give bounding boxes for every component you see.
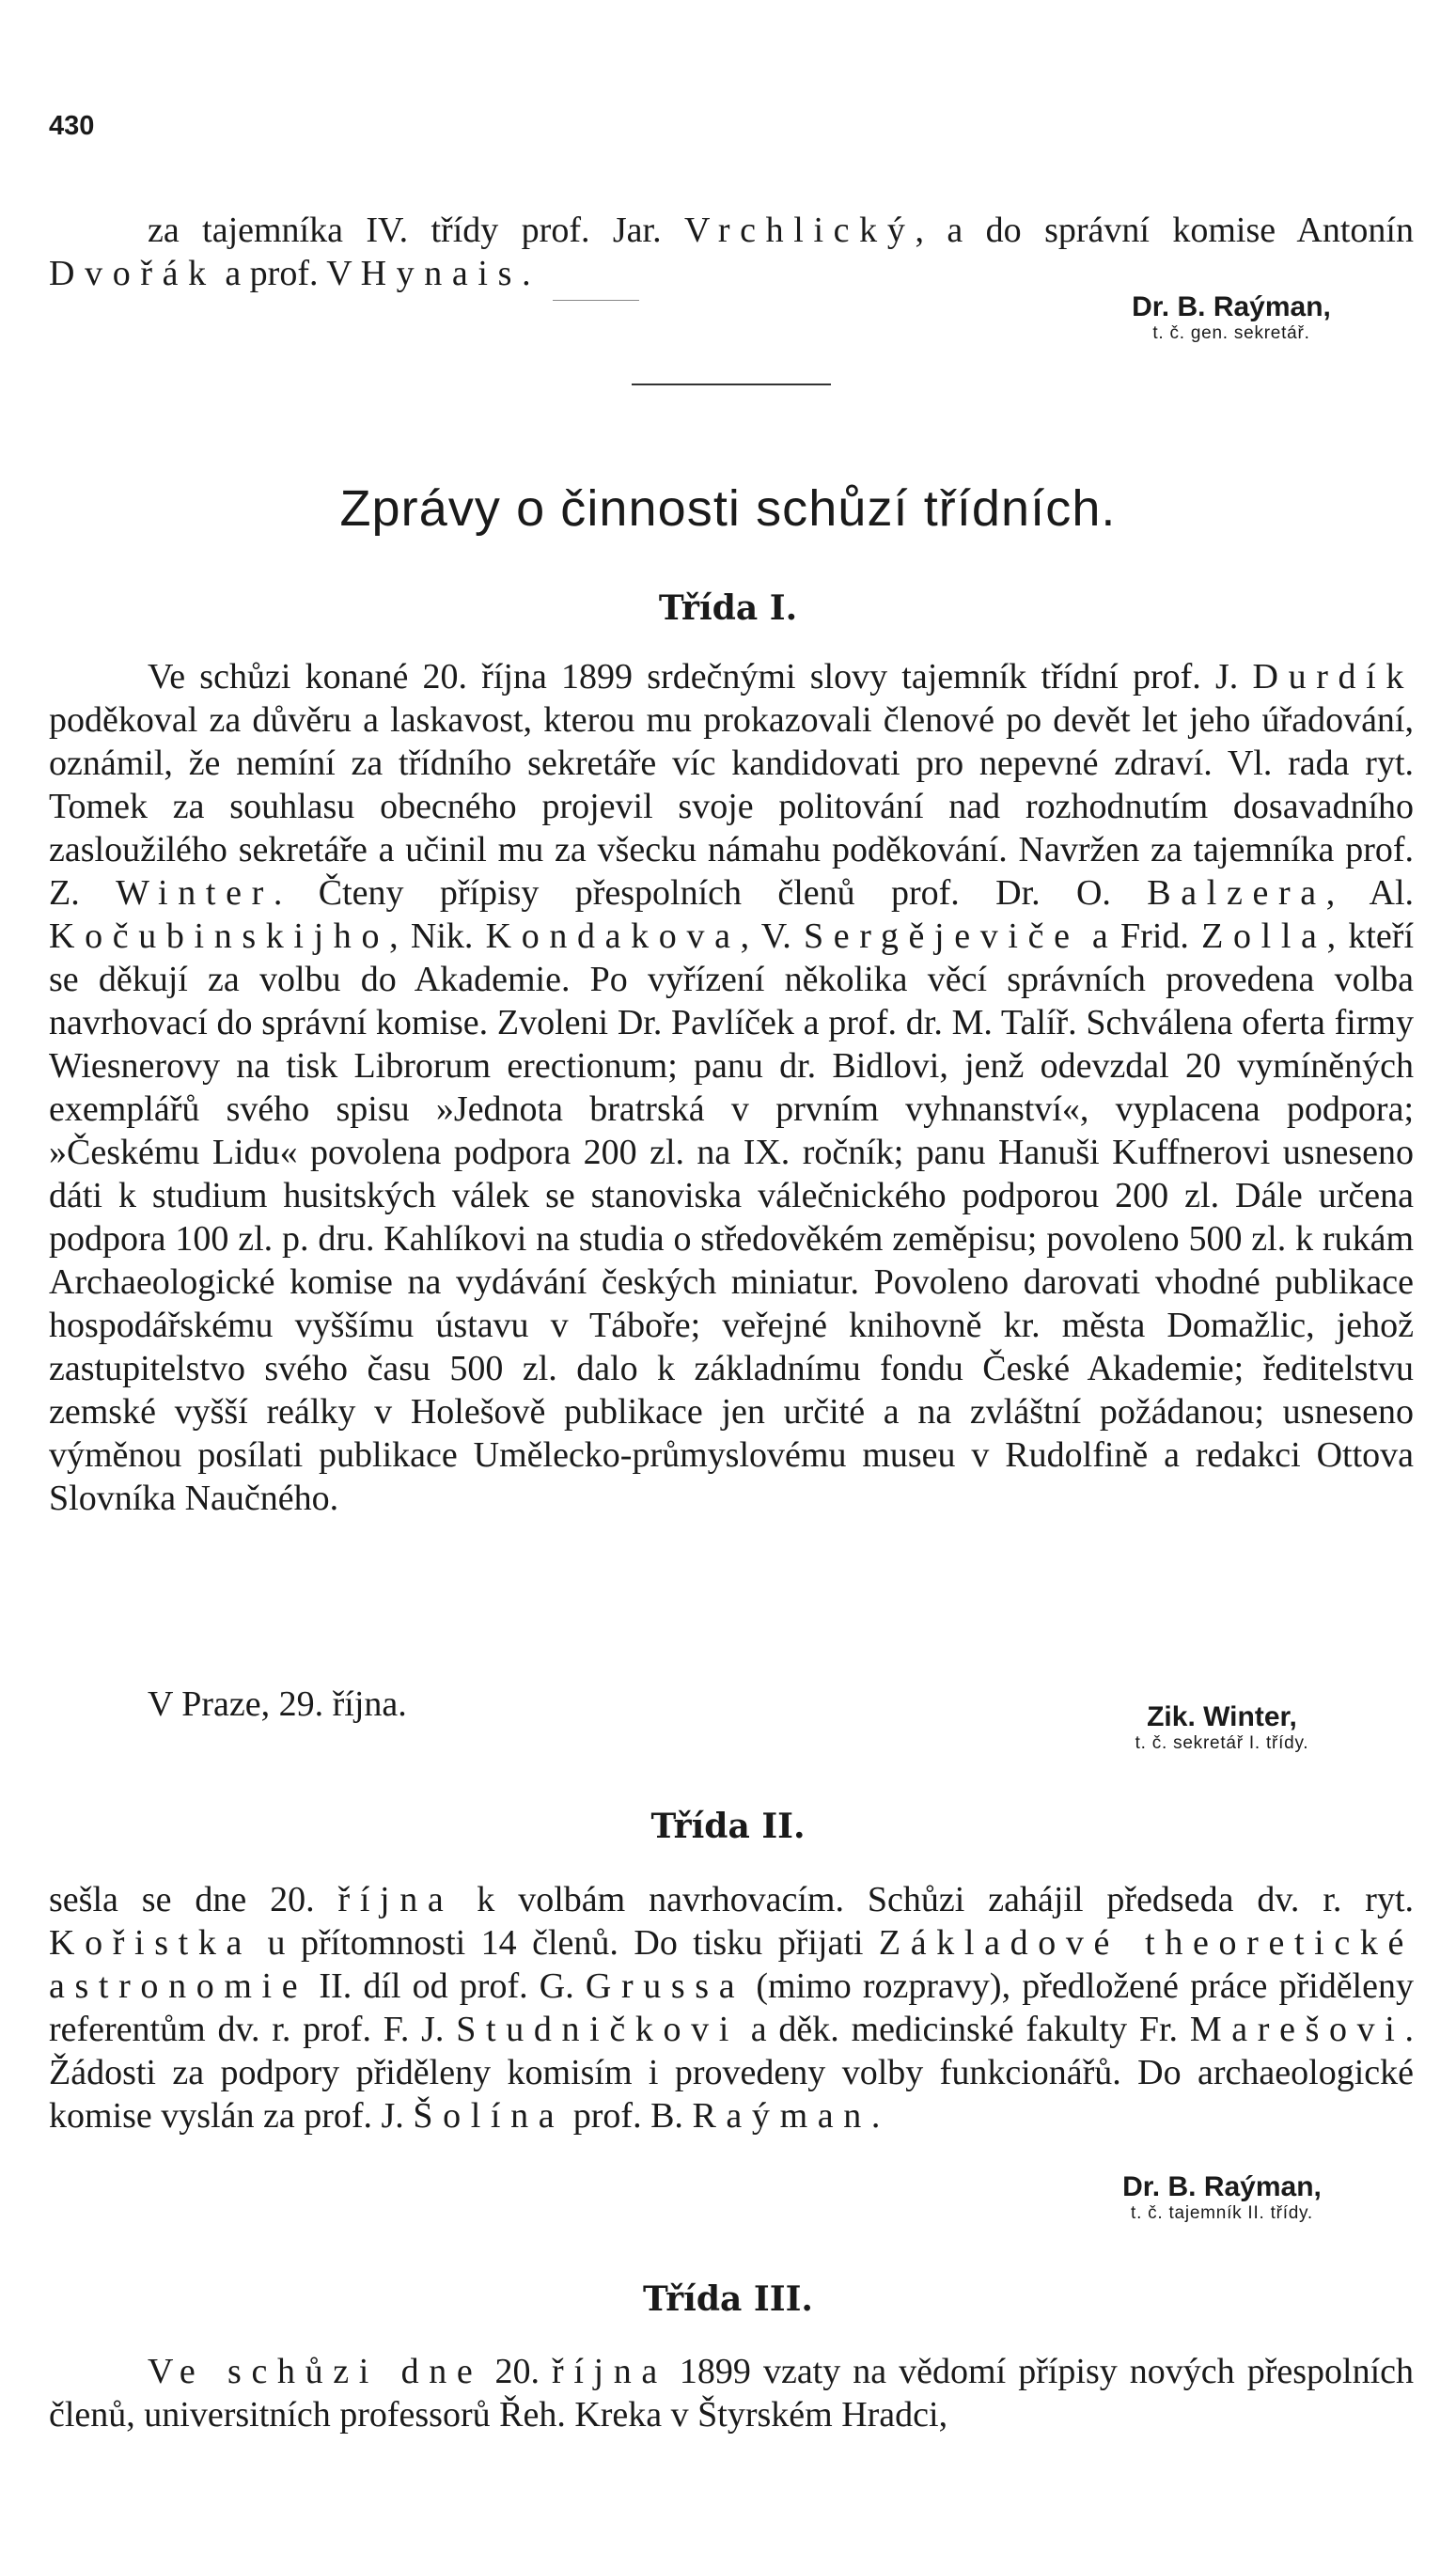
intro-paragraph: za tajemníka IV. třídy prof. Jar. Vrchlický, a do správní komise Antonín Dvořák a prof. V Hynais. bbox=[49, 211, 1414, 293]
signature-class1-secretary: Zik. Winter, t. č. sekretář I. třídy. bbox=[1135, 1701, 1309, 1753]
small-rule bbox=[553, 300, 639, 301]
class1-paragraph: Ve schůzi konané 20. října 1899 srdečnými slovy tajemník třídní prof. J. Durdík poděkoval za důvěru a laskavost, kterou mu prokazovali členové po devět let jeho úřadování, oznámil, že nemíní za třídního sekretáře víc kandidovati pro nepevné zdraví. Vl. rada ryt. Tomek za souhlasu obecného projevil svoje politování nad rozhodnutím dosavadního zasloužilého sekretáře a učinil mu za všecku námahu poděkování. Navržen za tajemníka prof. Z. Winter. Čteny přípisy přespolních členů prof. Dr. O. Balzera, Al. Kočubinskijho, Nik. Kondakova, V. Sergějeviče a Frid. Zolla, kteří se děkují za volbu do Akademie. Po vyřízení několika věcí správních provedena volba navrhovací do správní komise. Zvoleni Dr. Pavlíček a prof. dr. M. Talíř. Schválena oferta firmy Wiesnerovy na tisk Librorum erectionum; panu dr. Bidlovi, jenž odevzdal 20 vymíněných exemplářů svého spisu »Jednota bratrská v prvním vyhnanství«, vyplacena podpora; »Českému Lidu« povolena podpora 200 zl. na IX. ročník; panu Hanuši Kuffnerovi usneseno dáti k studium husitských válek se stanoviska válečnického podporou 200 zl. Dále určena podpora 100 zl. p. dru. Kahlíkovi na studia o středověkém zeměpisu; povoleno 500 zl. k rukám Archaeologické komise na vydávání českých miniatur. Povoleno darovati vhodné publikace hospodářskému vyššímu ústavu v Táboře; veřejné knihovně kr. města Domažlic, jehož zastupitelstvo svého času 500 zl. dalo k základnímu fondu České Akademie; ředitelstvu zemské vyšší reálky v Holešově publikace jen určité a na zvláštní požádanou; usneseno výměnou posílati publikace Umělecko-průmyslovému museu v Rudolfině a redakci Ottova Slovníka Naučného. bbox=[49, 657, 1415, 1518]
class1-heading: Třída I. bbox=[658, 588, 798, 628]
signature-class2-secretary: Dr. B. Raýman, t. č. tajemník II. třídy. bbox=[1122, 2171, 1322, 2223]
section-divider bbox=[632, 384, 831, 385]
page-number: 430 bbox=[49, 111, 95, 141]
section-title: Zprávy o činnosti schůzí třídních. bbox=[339, 480, 1117, 537]
class3-heading: Třída III. bbox=[643, 2279, 813, 2319]
signature-gen-secretary: Dr. B. Raýman, t. č. gen. sekretář. bbox=[1132, 291, 1331, 343]
class1-dateline: V Praze, 29. října. bbox=[148, 1684, 407, 1724]
class3-paragraph: Ve schůzi dne 20. října 1899 vzaty na vědomí přípisy nových přespolních členů, universitních professorů Řeh. Kreka v Štyrském Hradci, bbox=[49, 2352, 1414, 2435]
class2-heading: Třída II. bbox=[650, 1807, 806, 1846]
class2-paragraph: sešla se dne 20. října k volbám navrhovacím. Schůzi zahájil předseda dv. r. ryt. Kořistka u přítomnosti 14 členů. Do tisku přijati Základové theoretické astronomie II. díl od prof. G. Grussa (mimo rozpravy), předložené práce přiděleny referentům dv. r. prof. F. J. Studničkovi a děk. medicinské fakulty Fr. Marešovi. Žádosti za podpory přiděleny komisím i provedeny volby funkcionářů. Do archaeologické komise vyslán za prof. J. Šolína prof. B. Raýman. bbox=[49, 1880, 1414, 2136]
